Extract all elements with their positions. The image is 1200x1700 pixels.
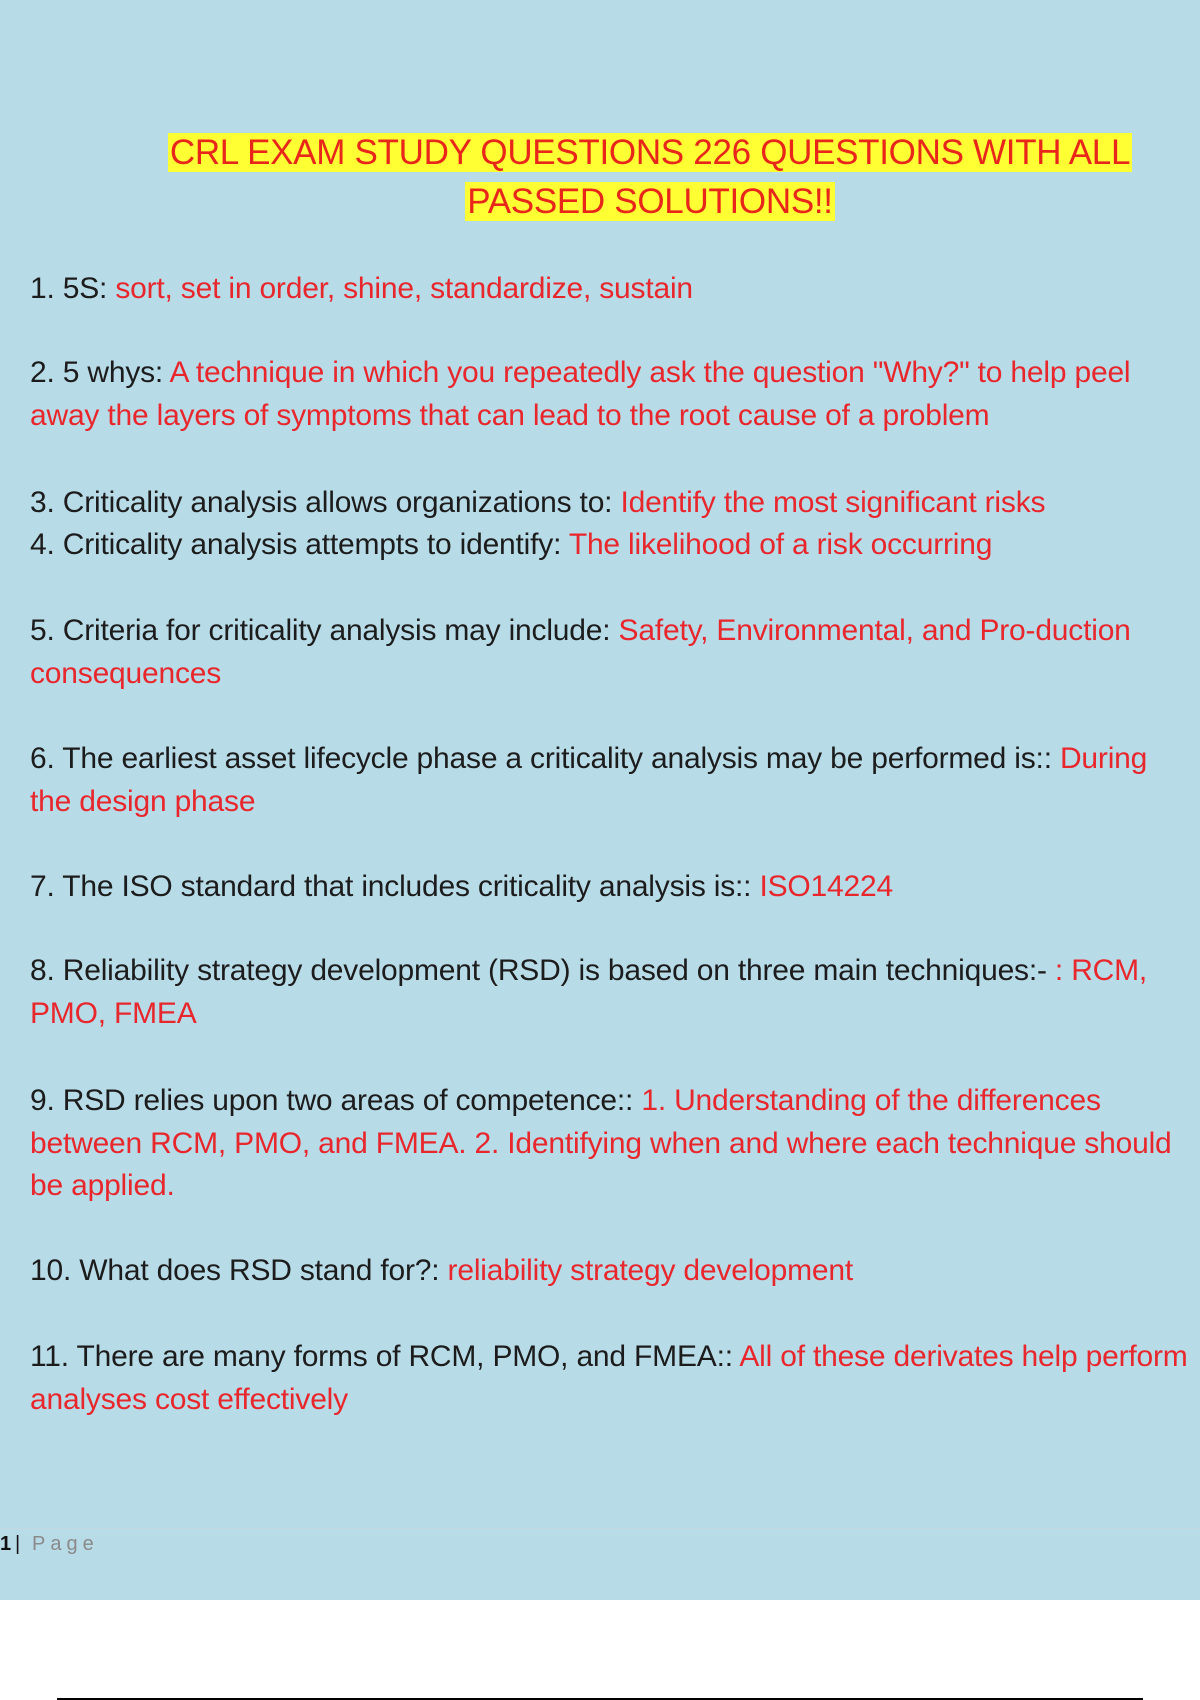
question-text: 11. There are many forms of RCM, PMO, and FMEA:: — [30, 1340, 740, 1373]
question-text: 6. The earliest asset lifecycle phase a criticality analysis may be performed is:: — [30, 742, 1060, 775]
page-label: Page — [32, 1533, 99, 1555]
question-item-1 — [30, 268, 1195, 311]
answer-text: During the design phase — [30, 742, 1148, 818]
question-text: 4. Criticality analysis attempts to identify: — [30, 528, 569, 561]
question-item-5 — [30, 610, 1195, 695]
answer-text: Identify the most significant risks — [620, 486, 1046, 519]
question-text: 2. 5 whys: — [30, 356, 170, 389]
question-item-4 — [30, 524, 1195, 567]
answer-text: ISO14224 — [759, 870, 893, 903]
question-text: 7. The ISO standard that includes criticality analysis is:: — [30, 870, 760, 903]
page-footer — [0, 1528, 1200, 1559]
document-title — [120, 128, 1180, 226]
page-number: 1 — [0, 1533, 12, 1555]
answer-text: : RCM, PMO, FMEA — [30, 954, 1148, 1030]
question-item-2 — [30, 352, 1195, 437]
answer-text: sort, set in order, shine, standardize, sustain — [115, 272, 693, 305]
answer-text: The likelihood of a risk occurring — [568, 528, 993, 561]
title-line-1: CRL EXAM STUDY QUESTIONS 226 QUESTIONS WITH ALL — [169, 133, 1131, 172]
question-item-6 — [30, 738, 1195, 823]
question-item-3 — [30, 482, 1195, 525]
question-text: 3. Criticality analysis allows organizations to: — [30, 486, 621, 519]
answer-text: A technique in which you repeatedly ask the question "Why?" to help peel away the layers of symptoms that can lead to the root cause of a problem — [30, 356, 1131, 432]
answer-text: 1. Understanding of the differences between RCM, PMO, and FMEA. 2. Identifying when and where each technique should be applied. — [30, 1084, 1172, 1202]
answer-text: reliability strategy development — [447, 1254, 854, 1287]
question-text: 9. RSD relies upon two areas of competence:: — [30, 1084, 642, 1117]
answer-text: All of these derivates help perform analyses cost effectively — [30, 1340, 1188, 1416]
question-item-8 — [30, 950, 1195, 1035]
question-item-7 — [30, 866, 1195, 909]
question-item-11 — [30, 1336, 1195, 1421]
question-text: 5. Criteria for criticality analysis may include: — [30, 614, 619, 647]
question-item-10 — [30, 1250, 1195, 1293]
page-separator: | — [15, 1533, 21, 1555]
answer-text: Safety, Environmental, and Pro-duction consequences — [30, 614, 1131, 690]
question-text: 1. 5S: — [30, 272, 116, 305]
title-line-2: PASSED SOLUTIONS!! — [467, 182, 833, 221]
question-item-9 — [30, 1080, 1195, 1208]
question-text: 8. Reliability strategy development (RSD) is based on three main techniques:- — [30, 954, 1055, 987]
question-text: 10. What does RSD stand for?: — [30, 1254, 448, 1287]
